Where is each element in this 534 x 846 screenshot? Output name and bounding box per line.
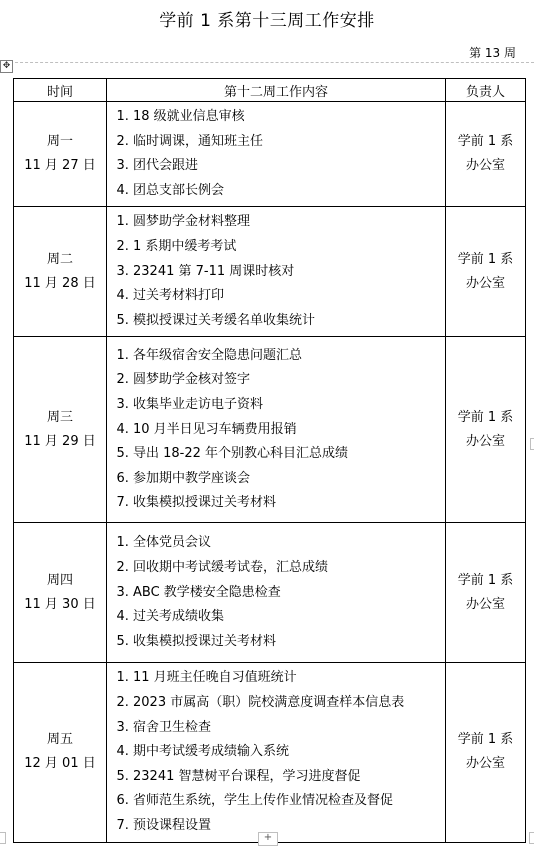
date-label: 11 月 27 日 xyxy=(24,158,96,174)
owner-line: 办公室 xyxy=(465,275,505,291)
task-item: 3. 23241 第 7-11 周课时核对 xyxy=(133,260,445,285)
task-item: 2. 1 系期中缓考考试 xyxy=(133,235,445,260)
document-title: 学前 1 系第十三周工作安排 xyxy=(159,11,375,31)
page-margin-guide xyxy=(0,62,534,63)
header-content: 第十二周工作内容 xyxy=(107,79,446,102)
task-cell xyxy=(107,102,446,207)
table-row xyxy=(14,207,526,337)
table-row xyxy=(14,663,526,842)
task-item: 4. 过关考材料打印 xyxy=(133,284,445,309)
task-item: 4. 过关考成绩收集 xyxy=(133,605,445,630)
weekday-label: 周三 xyxy=(46,409,73,425)
left-bottom-grip[interactable] xyxy=(0,832,6,844)
task-item: 6. 参加期中教学座谈会 xyxy=(133,467,445,492)
day-cell xyxy=(14,337,107,523)
day-cell xyxy=(14,523,107,663)
table-body xyxy=(14,102,526,843)
owner-cell xyxy=(446,337,526,523)
task-item: 7. 预设课程设置 xyxy=(133,814,445,839)
owner-line: 学前 1 系 xyxy=(457,732,514,748)
owner-line: 学前 1 系 xyxy=(457,134,514,150)
weekday-label: 周四 xyxy=(46,572,73,588)
task-item: 1. 圆梦助学金材料整理 xyxy=(133,210,445,235)
task-item: 4. 期中考试缓考成绩输入系统 xyxy=(133,740,445,765)
task-list xyxy=(111,344,445,516)
owner-line: 办公室 xyxy=(465,158,505,174)
task-list xyxy=(111,531,445,654)
task-item: 5. 模拟授课过关考缓名单收集统计 xyxy=(133,309,445,334)
task-cell xyxy=(107,523,446,663)
task-list xyxy=(111,210,445,333)
table-row xyxy=(14,337,526,523)
owner-line: 学前 1 系 xyxy=(457,572,514,588)
task-item: 4. 10 月半日见习车辆费用报销 xyxy=(133,418,445,443)
weekday-label: 周一 xyxy=(46,134,73,150)
task-item: 3. 团代会跟进 xyxy=(133,154,445,179)
task-item: 2. 圆梦助学金核对签字 xyxy=(133,368,445,393)
add-row-icon[interactable]: + xyxy=(258,832,278,846)
header-time: 时间 xyxy=(14,79,107,102)
task-cell xyxy=(107,337,446,523)
table-header-row xyxy=(14,79,526,102)
task-item: 5. 23241 智慧树平台课程，学习进度督促 xyxy=(133,765,445,790)
table-row xyxy=(14,523,526,663)
owner-line: 学前 1 系 xyxy=(457,251,514,267)
owner-cell xyxy=(446,102,526,207)
task-list xyxy=(111,105,445,203)
week-label: 第 13 周 xyxy=(469,46,516,60)
owner-line: 办公室 xyxy=(465,433,505,449)
date-label: 11 月 29 日 xyxy=(24,433,96,449)
task-item: 2. 临时调课，通知班主任 xyxy=(133,130,445,155)
owner-cell xyxy=(446,523,526,663)
date-label: 12 月 01 日 xyxy=(24,756,96,772)
table-move-handle-icon[interactable]: ✥ xyxy=(0,60,13,73)
weekday-label: 周五 xyxy=(46,732,73,748)
header-owner: 负责人 xyxy=(446,79,526,102)
task-item: 7. 收集模拟授课过关考材料 xyxy=(133,491,445,516)
task-item: 1. 全体党员会议 xyxy=(133,531,445,556)
task-item: 1. 11 月班主任晚自习值班统计 xyxy=(133,666,445,691)
task-item: 6. 省师范生系统，学生上传作业情况检查及督促 xyxy=(133,789,445,814)
task-item: 1. 18 级就业信息审核 xyxy=(133,105,445,130)
weekday-label: 周二 xyxy=(46,251,73,267)
task-item: 3. ABC 教学楼安全隐患检查 xyxy=(133,581,445,606)
task-item: 5. 导出 18-22 年个别教心科目汇总成绩 xyxy=(133,442,445,467)
owner-line: 学前 1 系 xyxy=(457,409,514,425)
day-cell xyxy=(14,663,107,842)
owner-line: 办公室 xyxy=(465,596,505,612)
right-resize-grip[interactable] xyxy=(530,438,534,450)
schedule-table xyxy=(13,78,526,843)
task-item: 1. 各年级宿舍安全隐患问题汇总 xyxy=(133,344,445,369)
owner-line: 办公室 xyxy=(465,756,505,772)
task-item: 2. 回收期中考试缓考试卷，汇总成绩 xyxy=(133,556,445,581)
date-label: 11 月 30 日 xyxy=(24,596,96,612)
owner-cell xyxy=(446,207,526,337)
task-list xyxy=(111,666,445,838)
task-item: 5. 收集模拟授课过关考材料 xyxy=(133,630,445,655)
day-cell xyxy=(14,102,107,207)
task-item: 3. 收集毕业走访电子资料 xyxy=(133,393,445,418)
day-cell xyxy=(14,207,107,337)
task-item: 2. 2023 市属高（职）院校满意度调查样本信息表 xyxy=(133,691,445,716)
task-item: 3. 宿舍卫生检查 xyxy=(133,716,445,741)
right-bottom-grip[interactable] xyxy=(529,832,534,844)
task-cell xyxy=(107,663,446,842)
date-label: 11 月 28 日 xyxy=(24,275,96,291)
table-row xyxy=(14,102,526,207)
task-item: 4. 团总支部长例会 xyxy=(133,179,445,204)
owner-cell xyxy=(446,663,526,842)
task-cell xyxy=(107,207,446,337)
